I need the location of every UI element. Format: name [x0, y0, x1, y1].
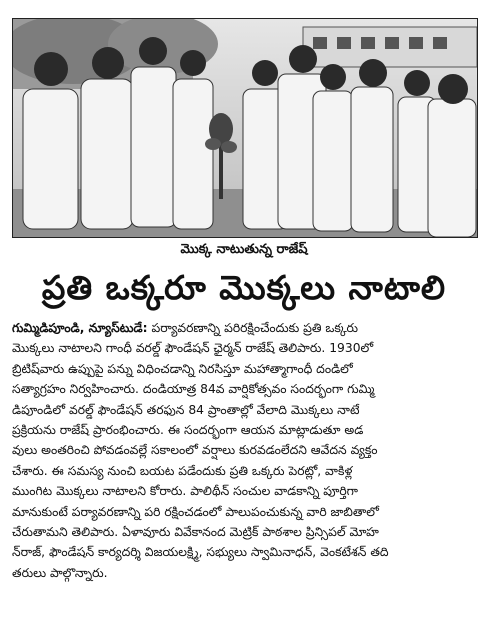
article-line: వులు అంతరించి పోవడంవల్లే సకాలంలో వర్షాలు కురవడంలేదని ఆవేదన వ్యక్తం: [12, 443, 378, 458]
article-line: న్‌రాజ్, ఫౌండేషన్ కార్యదర్శి విజయలక్ష్మి, సభ్యులు స్వామినాధన్, వెంకటేశన్ తది: [12, 545, 389, 560]
article-body: [12, 318, 476, 618]
article-line: తరులు పాల్గొన్నారు.: [12, 565, 108, 580]
article-line: మానుకుంటే పర్యావరణాన్ని పరి రక్షించడంలో పాలుపంచుకున్న వారి జాబితాలో: [12, 504, 379, 519]
article-line: మొక్కలు నాటాలని గాంధీ వరల్డ్ ఫౌండేషన్ ఛైర్మన్ రాజేష్ తెలిపారు. 1930లో: [12, 341, 374, 356]
article-line: గుమ్మిడిపూండి, న్యూస్‌టుడే: పర్యావరణాన్ని పరిరక్షించేందుకు ప్రతి ఒక్కరు: [12, 321, 359, 335]
article-line: డిపూండిలో వరల్డ్ ఫౌండేషన్ తరఫున 84 ప్రాంతాల్లో వేలాది మొక్కలు నాటే: [12, 402, 360, 417]
article-dateline: గుమ్మిడిపూండి, న్యూస్‌టుడే:: [12, 321, 148, 335]
photo-caption: మొక్క నాటుతున్న రాజేష్: [180, 242, 308, 257]
news-photo: [12, 18, 478, 238]
article-line: ప్రక్రియను రాజేష్ ప్రారంభించారు. ఈ సందర్భంగా ఆయన మాట్లాడుతూ అడ: [12, 423, 364, 438]
photo-people-planting-sapling-icon: [13, 19, 477, 237]
article-line: సత్యాగ్రహం నిర్వహించారు. దండియాత్ర 84వ వార్షికోత్సవం సందర్భంగా గుమ్మి: [12, 382, 375, 397]
article-line: బ్రిటిష్‌వారు ఉప్పుపై పన్ను విధించడాన్ని నిరసిస్తూ మహాత్మాగాంధీ దండిలో: [12, 361, 353, 376]
article-line: ముంగిట మొక్కలు నాటాలని కోరారు. పాలిథీన్ సంచుల వాడకాన్ని పూర్తిగా: [12, 484, 358, 499]
headline: ప్రతి ఒక్కరూ మొక్కలు నాటాలి: [41, 268, 447, 307]
article-line: చేశారు. ఈ సమస్య నుంచి బయట పడేందుకు ప్రతి ఒక్కరు పెరట్లో, వాకిళ్ల: [12, 463, 353, 478]
article-line: చేరుతామని తెలిపారు. ఏళావూరు వివేకానంద మెట్రిక్ పాఠశాల ప్రిన్సిపల్ మోహ: [12, 525, 379, 540]
